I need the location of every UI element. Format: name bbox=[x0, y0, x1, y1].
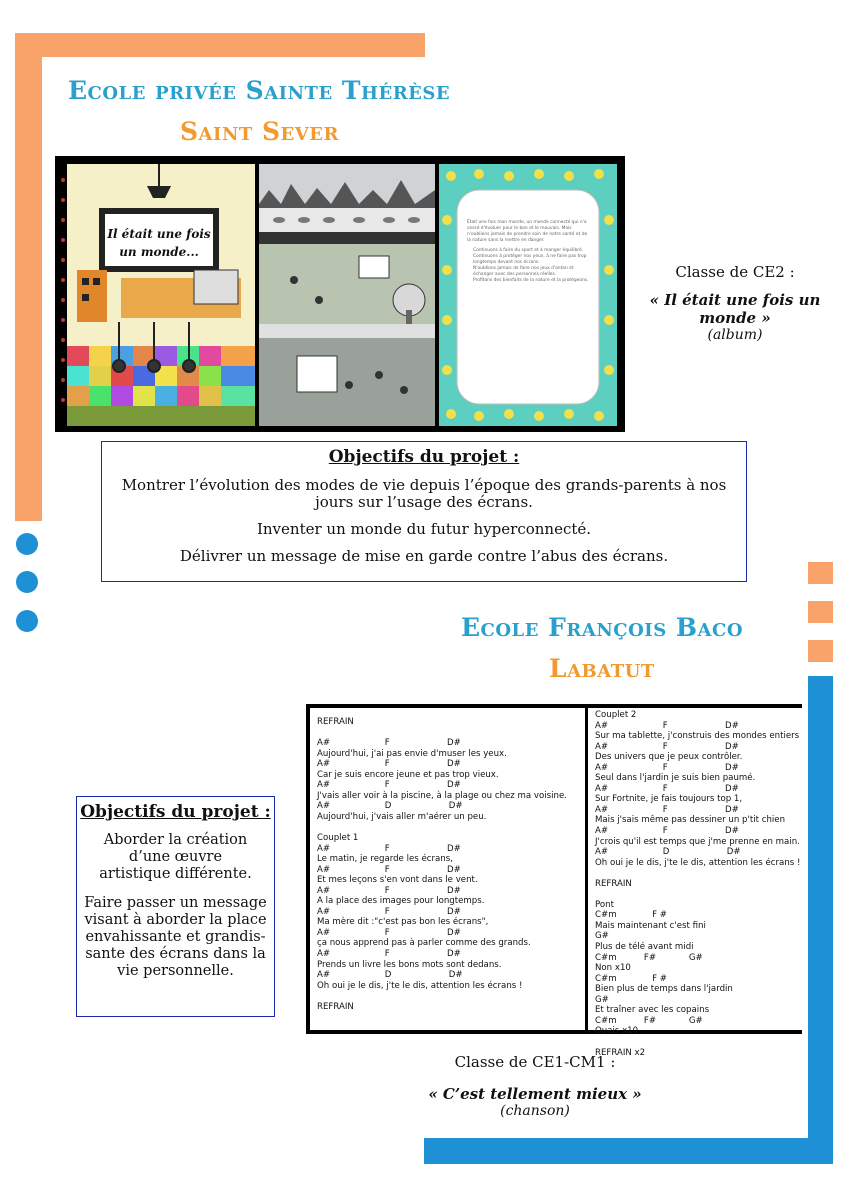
school1-objectives-heading: Objectifs du projet : bbox=[328, 447, 520, 467]
objective-item: Délivrer un message de mise en garde contre l’abus des écrans. bbox=[179, 547, 669, 565]
school2-objectives bbox=[76, 796, 275, 1017]
bottom-blue-bar bbox=[424, 1138, 833, 1164]
top-orange-bar bbox=[15, 33, 425, 57]
school2-work-kind: (chanson) bbox=[500, 1103, 570, 1119]
album-page-list-item: Profitons des bienfaits de la nature et la protégeons. bbox=[473, 278, 589, 283]
album-page-list-item: Continuons à protéger nos yeux, à ne faire pas trop longtemps devant nos écrans. bbox=[473, 254, 587, 265]
orange-square bbox=[808, 640, 833, 662]
school2-name: Ecole François Baco bbox=[461, 613, 743, 642]
orange-square bbox=[808, 562, 833, 584]
school1-class: Classe de CE2 : bbox=[675, 263, 795, 281]
school1-town: Saint Sever bbox=[180, 117, 339, 146]
blue-dot bbox=[16, 571, 38, 593]
blue-dot bbox=[16, 610, 38, 632]
objective-item: Faire passer un message visant à aborder la place envahissante et grandis-sante des écrans dans la vie personnelle. bbox=[84, 895, 267, 979]
lyrics-right-column: Couplet 2 A# F D# Sur ma tablette, j'construis des mondes entiers A# F D# Des univers que je peux contrôler. A# F D# Seul dans l'jardin je suis bien paumé. A# F D# Sur Fortnite, je fais toujours top 1, A# F D# Mais j'sais même pas dessiner un p'tit chien A# F D# J'crois qu'il est temps que j'me prenne en main. A# D D# Oh oui je le dis, j'te le dis, attention les écrans ! REFRAIN Pont C#m F # Mais maintenant c'est fini G# Plus de télé avant midi C#m F# G# Non x10 C#m F # Bien plus de temps dans l'jardin G# Et traîner avec les copains C#m F# G# Ouais x10 REFRAIN x2 bbox=[588, 708, 807, 1030]
album-drawing bbox=[59, 160, 621, 428]
school1-work-kind: (album) bbox=[707, 327, 763, 343]
album-photo bbox=[55, 156, 625, 432]
school1-work-title-line2: monde » bbox=[699, 309, 771, 327]
album-page-text: Était une fois mon monde, un monde connecté qui n'a cessé d'évoluer pour le bon et le mauvais. Mais n'oublions jamais de prendre soin de notre santé et de la nature sans la mettre en danger. bbox=[467, 220, 588, 243]
school2-town: Labatut bbox=[549, 654, 655, 683]
objective-item: Inventer un monde du futur hyperconnecté. bbox=[256, 520, 592, 538]
school2-objectives-heading: Objectifs du projet : bbox=[80, 802, 271, 822]
school2-class: Classe de CE1-CM1 : bbox=[454, 1053, 616, 1071]
cover-text-line1: Il était une fois bbox=[107, 227, 211, 241]
lyrics-left-column: REFRAIN A# F D# Aujourd'hui, j'ai pas envie d'muser les yeux. A# F D# Car je suis encore jeune et pas trop vieux. A# F D# J'vais aller voir à la piscine, à la plage ou chez ma voisine. A# D D# Aujourd'hui, j'vais aller m'aérer un peu. Couplet 1 A# F D# Le matin, je regarde les écrans, A# F D# Et mes leçons s'en vont dans le vent. A# F D# A la place des images pour longtemps. A# F D# Ma mère dit :"c'est pas bon les écrans", A# F D# ça nous apprend pas à parler comme des grands. A# F D# Prends un livre les bons mots sont dedans. A# D D# Oh oui je le dis, j'te le dis, attention les écrans ! REFRAIN bbox=[310, 708, 585, 1030]
left-orange-bar bbox=[15, 33, 42, 521]
school2-work-title: « C’est tellement mieux » bbox=[428, 1085, 642, 1103]
school1-objectives bbox=[101, 441, 747, 582]
school1-work-title-line1: « Il était une fois un bbox=[649, 291, 821, 309]
song-lyrics bbox=[306, 704, 802, 1058]
cover-text-line2: un monde... bbox=[119, 245, 199, 259]
objective-item: Montrer l’évolution des modes de vie depuis l’époque des grands-parents à nos jours sur l’usage des écrans. bbox=[121, 476, 727, 511]
album-page-list-item: N'oublions jamais de faire nos jeux d'antan et échanger avec des personnes réelles. bbox=[473, 266, 574, 277]
objective-item: Aborder la création d’une œuvre artistique différente. bbox=[99, 832, 252, 882]
school2-caption bbox=[400, 1053, 670, 1119]
right-blue-bar bbox=[808, 676, 833, 1164]
school1-caption bbox=[640, 263, 830, 343]
blue-dot bbox=[16, 533, 38, 555]
orange-square bbox=[808, 601, 833, 623]
school1-name: Ecole privée Sainte Thérèse bbox=[68, 76, 451, 105]
album-page-list-item: Continuons à faire du sport et à manger équilibré. bbox=[473, 248, 584, 253]
